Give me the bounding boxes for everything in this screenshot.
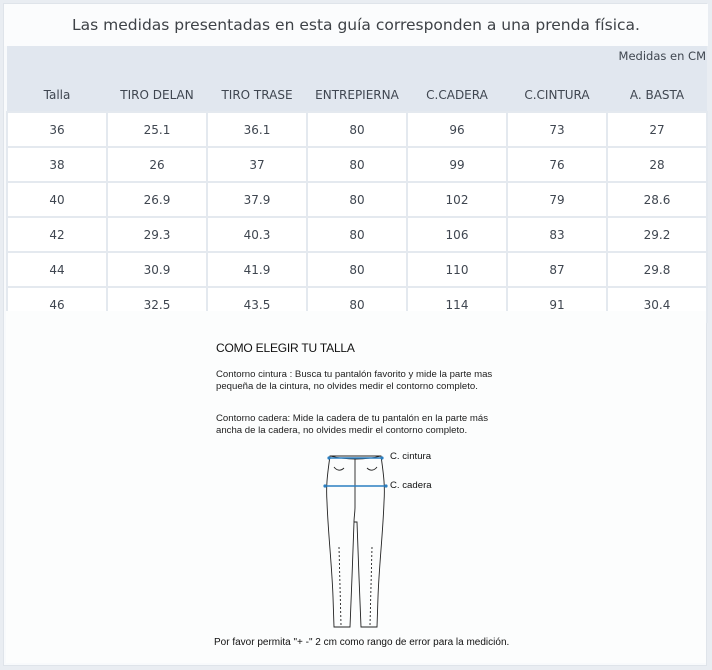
table-cell: 26 bbox=[107, 147, 207, 182]
waist-instructions: Contorno cintura : Busca tu pantalón favorito y mide la parte mas pequeña de la cintura, no olvides medir el contorno completo. bbox=[216, 369, 493, 392]
pants-outline bbox=[327, 456, 385, 627]
table-cell: 28 bbox=[607, 147, 707, 182]
table-cell: 28.6 bbox=[607, 182, 707, 217]
table-cell: 29.2 bbox=[607, 217, 707, 252]
table-cell: 30.9 bbox=[107, 252, 207, 287]
table-cell: 96 bbox=[407, 112, 507, 147]
waist-label: C. cintura bbox=[390, 451, 432, 462]
col-header-cadera: C.CADERA bbox=[407, 46, 507, 112]
table-cell: 114 bbox=[407, 287, 507, 322]
table-cell: 36 bbox=[7, 112, 107, 147]
table-cell: 79 bbox=[507, 182, 607, 217]
table-cell: 91 bbox=[507, 287, 607, 322]
table-cell: 80 bbox=[307, 252, 407, 287]
table-cell: 80 bbox=[307, 287, 407, 322]
table-cell: 106 bbox=[407, 217, 507, 252]
table-cell: 37.9 bbox=[207, 182, 307, 217]
table-cell: 32.5 bbox=[107, 287, 207, 322]
table-cell: 43.5 bbox=[207, 287, 307, 322]
table-cell: 42 bbox=[7, 217, 107, 252]
table-cell: 73 bbox=[507, 112, 607, 147]
table-cell: 80 bbox=[307, 217, 407, 252]
table-cell: 110 bbox=[407, 252, 507, 287]
table-cell: 102 bbox=[407, 182, 507, 217]
table-cell: 30.4 bbox=[607, 287, 707, 322]
table-cell: 80 bbox=[307, 147, 407, 182]
table-row bbox=[7, 147, 707, 182]
table-cell: 40.3 bbox=[207, 217, 307, 252]
table-row bbox=[7, 217, 707, 252]
table-cell: 36.1 bbox=[207, 112, 307, 147]
table-cell: 99 bbox=[407, 147, 507, 182]
guide-content bbox=[216, 341, 536, 491]
table-cell: 29.8 bbox=[607, 252, 707, 287]
table-cell: 40 bbox=[7, 182, 107, 217]
table-row bbox=[7, 182, 707, 217]
hip-instructions: Contorno cadera: Mide la cadera de tu pantalón en la parte más ancha de la cadera, no olvides medir el contorno completo. bbox=[216, 413, 488, 436]
table-cell: 29.3 bbox=[107, 217, 207, 252]
table-header-row bbox=[7, 46, 707, 112]
waist-marker bbox=[380, 456, 383, 459]
col-header-entrepierna: ENTREPIERNA bbox=[307, 46, 407, 112]
table-cell: 46 bbox=[7, 287, 107, 322]
col-header-tiro-delan: TIRO DELAN bbox=[107, 46, 207, 112]
size-guide-card bbox=[3, 3, 707, 666]
col-header-talla: Talla bbox=[7, 46, 107, 112]
table-cell: 41.9 bbox=[207, 252, 307, 287]
hip-marker bbox=[384, 484, 387, 487]
table-cell: 26.9 bbox=[107, 182, 207, 217]
size-guide-panel bbox=[6, 311, 706, 663]
table-cell: 80 bbox=[307, 182, 407, 217]
units-note: Medidas en CM bbox=[618, 49, 706, 63]
table-cell: 37 bbox=[207, 147, 307, 182]
table-cell: 87 bbox=[507, 252, 607, 287]
table-cell: 76 bbox=[507, 147, 607, 182]
tolerance-note: Por favor permita "+ -" 2 cm como rango de error para la medición. bbox=[214, 637, 510, 648]
size-table bbox=[6, 46, 708, 323]
table-cell: 44 bbox=[7, 252, 107, 287]
table-row bbox=[7, 112, 707, 147]
col-header-basta: A. BASTA bbox=[607, 46, 707, 112]
table-cell: 25.1 bbox=[107, 112, 207, 147]
table-cell: 83 bbox=[507, 217, 607, 252]
guide-title: COMO ELEGIR TU TALLA bbox=[216, 341, 355, 355]
hip-label: C. cadera bbox=[390, 480, 432, 491]
header-note: Las medidas presentadas en esta guía corresponden a una prenda física. bbox=[4, 4, 708, 46]
waist-marker bbox=[327, 456, 330, 459]
col-header-tiro-trase: TIRO TRASE bbox=[207, 46, 307, 112]
table-cell: 38 bbox=[7, 147, 107, 182]
hip-marker bbox=[323, 484, 326, 487]
pants-diagram bbox=[321, 447, 391, 632]
table-cell: 80 bbox=[307, 112, 407, 147]
table-row bbox=[7, 252, 707, 287]
measure-lines bbox=[323, 456, 387, 487]
table-cell: 27 bbox=[607, 112, 707, 147]
col-header-cintura: C.CINTURA bbox=[507, 46, 607, 112]
